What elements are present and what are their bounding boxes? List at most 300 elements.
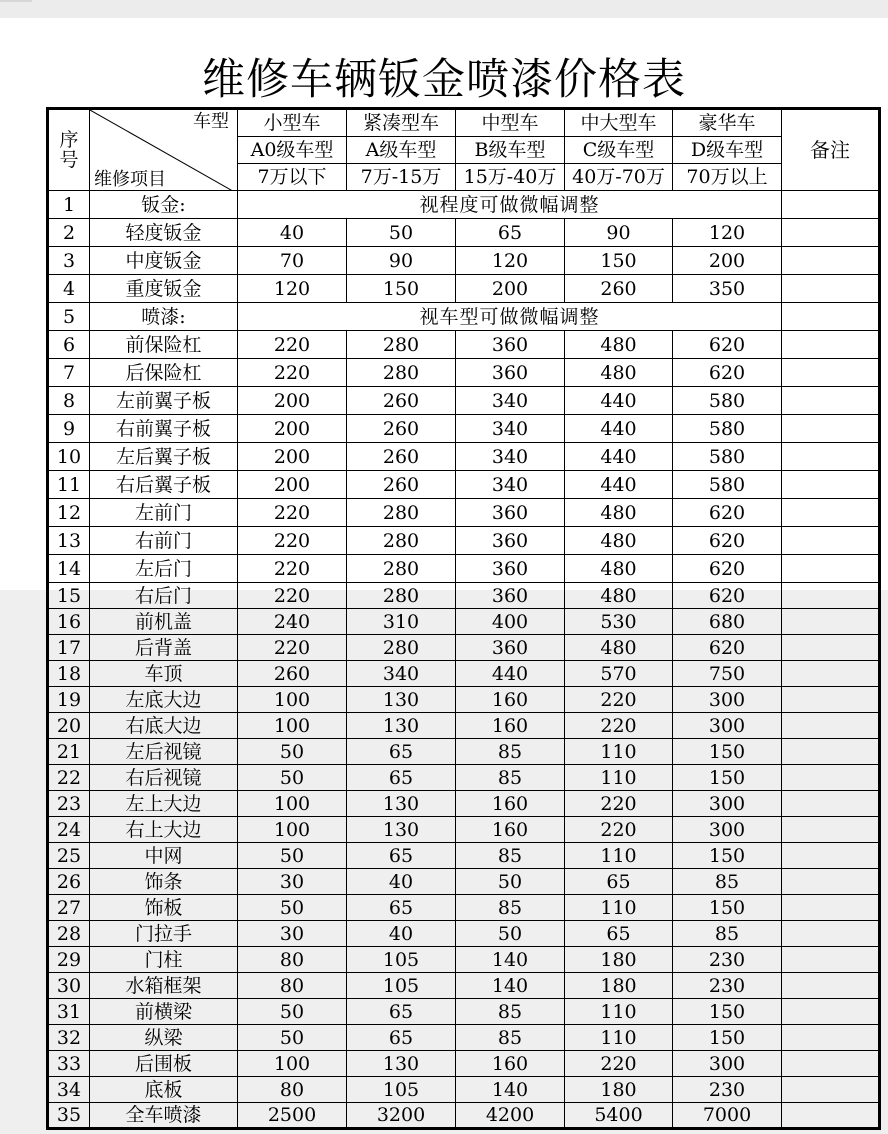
price-cell: 360 <box>456 527 565 555</box>
repair-item: 左前门 <box>90 499 238 527</box>
price-cell: 120 <box>456 247 565 275</box>
price-cell: 480 <box>565 527 673 555</box>
table-row <box>48 359 880 387</box>
price-cell: 160 <box>456 687 565 713</box>
price-cell: 110 <box>565 765 673 791</box>
row-number: 26 <box>48 869 90 895</box>
price-cell: 65 <box>347 843 456 869</box>
price-cell: 200 <box>673 247 782 275</box>
price-cell: 680 <box>673 609 782 635</box>
price-cell: 360 <box>456 555 565 583</box>
price-cell: 65 <box>347 999 456 1025</box>
price-cell: 130 <box>347 713 456 739</box>
row-number: 32 <box>48 1025 90 1051</box>
price-cell: 480 <box>565 331 673 359</box>
row-number: 24 <box>48 817 90 843</box>
table-row <box>48 247 880 275</box>
repair-item: 中度钣金 <box>90 247 238 275</box>
price-cell: 440 <box>456 661 565 687</box>
remark-cell <box>782 921 880 947</box>
price-cell: 300 <box>673 1051 782 1077</box>
table-row <box>48 1025 880 1051</box>
remark-cell <box>782 555 880 583</box>
price-cell: 150 <box>673 765 782 791</box>
row-number: 31 <box>48 999 90 1025</box>
price-cell: 65 <box>565 869 673 895</box>
price-table <box>46 107 881 1130</box>
price-cell: 280 <box>347 635 456 661</box>
col-class-3: C级车型 <box>565 137 673 164</box>
table-row <box>48 331 880 359</box>
col-class-4: D级车型 <box>673 137 782 164</box>
price-cell: 620 <box>673 635 782 661</box>
remark-cell <box>782 387 880 415</box>
price-cell: 100 <box>238 713 347 739</box>
price-cell: 130 <box>347 687 456 713</box>
price-cell: 105 <box>347 1077 456 1103</box>
remark-cell <box>782 843 880 869</box>
table-row <box>48 895 880 921</box>
table-row <box>48 415 880 443</box>
row-number: 15 <box>48 583 90 609</box>
price-cell: 85 <box>456 739 565 765</box>
table-row <box>48 921 880 947</box>
col-class-2: B级车型 <box>456 137 565 164</box>
price-cell: 120 <box>673 219 782 247</box>
repair-item: 右前翼子板 <box>90 415 238 443</box>
price-cell: 580 <box>673 471 782 499</box>
remark-cell <box>782 1051 880 1077</box>
price-cell: 440 <box>565 443 673 471</box>
price-cell: 220 <box>238 331 347 359</box>
price-cell: 65 <box>347 765 456 791</box>
price-cell: 480 <box>565 499 673 527</box>
repair-item: 前机盖 <box>90 609 238 635</box>
price-cell: 280 <box>347 331 456 359</box>
repair-item: 左底大边 <box>90 687 238 713</box>
price-cell: 440 <box>565 471 673 499</box>
price-cell: 110 <box>565 843 673 869</box>
remark-cell <box>782 1077 880 1103</box>
price-cell: 80 <box>238 947 347 973</box>
price-cell: 620 <box>673 499 782 527</box>
remark-cell <box>782 687 880 713</box>
price-cell: 50 <box>238 739 347 765</box>
repair-item: 右后翼子板 <box>90 471 238 499</box>
table-row <box>48 555 880 583</box>
vehicle-type-label: 车型 <box>193 111 229 132</box>
price-cell: 280 <box>347 499 456 527</box>
seq-header-label: 序号 <box>59 129 79 171</box>
price-cell: 150 <box>347 275 456 303</box>
price-cell: 220 <box>238 359 347 387</box>
remark-cell <box>782 635 880 661</box>
table-row <box>48 191 880 219</box>
price-cell: 110 <box>565 739 673 765</box>
price-table-body <box>48 109 880 1129</box>
price-cell: 50 <box>456 869 565 895</box>
remark-cell <box>782 443 880 471</box>
col-class-0: A0级车型 <box>238 137 347 164</box>
repair-item: 底板 <box>90 1077 238 1103</box>
remark-header: 备注 <box>782 109 880 191</box>
row-number: 19 <box>48 687 90 713</box>
remark-cell <box>782 499 880 527</box>
price-cell: 50 <box>238 843 347 869</box>
price-cell: 110 <box>565 1025 673 1051</box>
price-cell: 65 <box>565 921 673 947</box>
remark-cell <box>782 609 880 635</box>
row-number: 16 <box>48 609 90 635</box>
row-number: 23 <box>48 791 90 817</box>
table-row <box>48 791 880 817</box>
repair-item: 门柱 <box>90 947 238 973</box>
col-name-3: 中大型车 <box>565 109 673 137</box>
price-cell: 200 <box>238 387 347 415</box>
repair-item: 饰板 <box>90 895 238 921</box>
price-cell: 300 <box>673 713 782 739</box>
remark-cell <box>782 765 880 791</box>
price-cell: 65 <box>347 895 456 921</box>
repair-item: 全车喷漆 <box>90 1103 238 1129</box>
repair-item: 右后门 <box>90 583 238 609</box>
repair-item: 门拉手 <box>90 921 238 947</box>
repair-item: 右底大边 <box>90 713 238 739</box>
price-cell: 3200 <box>347 1103 456 1129</box>
repair-item: 左前翼子板 <box>90 387 238 415</box>
remark-cell <box>782 895 880 921</box>
row-number: 27 <box>48 895 90 921</box>
price-cell: 50 <box>238 1025 347 1051</box>
price-cell: 280 <box>347 359 456 387</box>
remark-cell <box>782 661 880 687</box>
price-cell: 260 <box>347 387 456 415</box>
price-cell: 65 <box>347 739 456 765</box>
repair-item: 车顶 <box>90 661 238 687</box>
price-cell: 130 <box>347 1051 456 1077</box>
remark-cell <box>782 303 880 331</box>
price-cell: 220 <box>565 713 673 739</box>
table-row <box>48 817 880 843</box>
row-number: 29 <box>48 947 90 973</box>
remark-cell <box>782 869 880 895</box>
remark-cell <box>782 219 880 247</box>
price-cell: 260 <box>347 471 456 499</box>
repair-item-label: 维修项目 <box>94 169 166 190</box>
repair-item: 纵梁 <box>90 1025 238 1051</box>
col-range-1: 7万-15万 <box>347 164 456 191</box>
price-cell: 360 <box>456 499 565 527</box>
repair-item: 钣金: <box>90 191 238 219</box>
repair-item: 左上大边 <box>90 791 238 817</box>
price-cell: 150 <box>673 895 782 921</box>
price-cell: 340 <box>456 471 565 499</box>
remark-cell <box>782 359 880 387</box>
price-cell: 260 <box>238 661 347 687</box>
price-cell: 360 <box>456 583 565 609</box>
price-cell: 360 <box>456 635 565 661</box>
row-number: 8 <box>48 387 90 415</box>
row-number: 13 <box>48 527 90 555</box>
price-cell: 180 <box>565 947 673 973</box>
price-cell: 350 <box>673 275 782 303</box>
price-cell: 105 <box>347 947 456 973</box>
row-number: 28 <box>48 921 90 947</box>
price-cell: 105 <box>347 973 456 999</box>
price-cell: 340 <box>347 661 456 687</box>
price-cell: 260 <box>347 443 456 471</box>
remark-cell <box>782 791 880 817</box>
price-cell: 340 <box>456 387 565 415</box>
repair-item: 后保险杠 <box>90 359 238 387</box>
price-cell: 180 <box>565 1077 673 1103</box>
table-row <box>48 843 880 869</box>
remark-cell <box>782 191 880 219</box>
price-cell: 570 <box>565 661 673 687</box>
price-cell: 220 <box>565 1051 673 1077</box>
price-cell: 480 <box>565 635 673 661</box>
price-cell: 620 <box>673 583 782 609</box>
price-cell: 360 <box>456 359 565 387</box>
repair-item: 右前门 <box>90 527 238 555</box>
table-row <box>48 661 880 687</box>
repair-item: 左后视镜 <box>90 739 238 765</box>
price-cell: 50 <box>347 219 456 247</box>
table-row <box>48 1103 880 1129</box>
table-row <box>48 635 880 661</box>
repair-item: 中网 <box>90 843 238 869</box>
table-row <box>48 765 880 791</box>
price-cell: 90 <box>565 219 673 247</box>
price-cell: 580 <box>673 387 782 415</box>
price-cell: 30 <box>238 869 347 895</box>
price-cell: 160 <box>456 817 565 843</box>
col-range-4: 70万以上 <box>673 164 782 191</box>
remark-cell <box>782 947 880 973</box>
repair-item: 后围板 <box>90 1051 238 1077</box>
price-cell: 200 <box>238 443 347 471</box>
price-cell: 200 <box>238 415 347 443</box>
repair-item: 右上大边 <box>90 817 238 843</box>
header-row-vehicle-type <box>48 109 880 137</box>
table-row <box>48 869 880 895</box>
row-number: 20 <box>48 713 90 739</box>
price-cell: 140 <box>456 947 565 973</box>
remark-cell <box>782 999 880 1025</box>
table-row <box>48 973 880 999</box>
price-cell: 40 <box>347 869 456 895</box>
col-name-2: 中型车 <box>456 109 565 137</box>
price-cell: 65 <box>456 219 565 247</box>
table-row <box>48 219 880 247</box>
col-range-3: 40万-70万 <box>565 164 673 191</box>
price-cell: 85 <box>456 895 565 921</box>
adjustment-note: 视车型可做微幅调整 <box>238 303 782 331</box>
table-row <box>48 1051 880 1077</box>
price-cell: 2500 <box>238 1103 347 1129</box>
price-cell: 230 <box>673 973 782 999</box>
price-cell: 220 <box>565 687 673 713</box>
price-cell: 160 <box>456 791 565 817</box>
price-cell: 65 <box>347 1025 456 1051</box>
price-cell: 130 <box>347 791 456 817</box>
price-cell: 200 <box>456 275 565 303</box>
price-cell: 480 <box>565 359 673 387</box>
price-cell: 220 <box>565 791 673 817</box>
row-number: 9 <box>48 415 90 443</box>
price-cell: 260 <box>347 415 456 443</box>
col-name-1: 紧凑型车 <box>347 109 456 137</box>
table-row <box>48 303 880 331</box>
price-cell: 110 <box>565 999 673 1025</box>
price-cell: 220 <box>238 499 347 527</box>
col-class-1: A级车型 <box>347 137 456 164</box>
price-cell: 200 <box>238 471 347 499</box>
remark-cell <box>782 583 880 609</box>
price-cell: 300 <box>673 791 782 817</box>
row-number: 4 <box>48 275 90 303</box>
price-cell: 40 <box>238 219 347 247</box>
price-cell: 120 <box>238 275 347 303</box>
row-number: 33 <box>48 1051 90 1077</box>
price-cell: 7000 <box>673 1103 782 1129</box>
price-cell: 85 <box>456 1025 565 1051</box>
remark-cell <box>782 331 880 359</box>
table-row <box>48 687 880 713</box>
price-cell: 100 <box>238 1051 347 1077</box>
price-cell: 230 <box>673 1077 782 1103</box>
price-cell: 220 <box>238 527 347 555</box>
price-cell: 180 <box>565 973 673 999</box>
price-cell: 530 <box>565 609 673 635</box>
price-cell: 50 <box>238 765 347 791</box>
repair-item: 轻度钣金 <box>90 219 238 247</box>
price-cell: 230 <box>673 947 782 973</box>
repair-item: 前横梁 <box>90 999 238 1025</box>
price-cell: 150 <box>673 999 782 1025</box>
price-cell: 50 <box>238 895 347 921</box>
adjustment-note: 视程度可做微幅调整 <box>238 191 782 219</box>
remark-cell <box>782 415 880 443</box>
price-cell: 220 <box>238 583 347 609</box>
table-row <box>48 739 880 765</box>
price-cell: 100 <box>238 791 347 817</box>
price-cell: 50 <box>238 999 347 1025</box>
row-number: 18 <box>48 661 90 687</box>
table-row <box>48 527 880 555</box>
price-cell: 85 <box>673 869 782 895</box>
price-cell: 340 <box>456 415 565 443</box>
table-row <box>48 583 880 609</box>
remark-cell <box>782 275 880 303</box>
table-row <box>48 275 880 303</box>
price-cell: 240 <box>238 609 347 635</box>
price-cell: 150 <box>673 843 782 869</box>
price-cell: 310 <box>347 609 456 635</box>
repair-item: 左后翼子板 <box>90 443 238 471</box>
price-cell: 580 <box>673 415 782 443</box>
price-cell: 220 <box>565 817 673 843</box>
top-toolbar-strip <box>0 0 888 19</box>
price-cell: 40 <box>347 921 456 947</box>
price-cell: 140 <box>456 1077 565 1103</box>
table-row <box>48 387 880 415</box>
price-cell: 220 <box>238 555 347 583</box>
row-number: 6 <box>48 331 90 359</box>
table-row <box>48 499 880 527</box>
price-cell: 130 <box>347 817 456 843</box>
price-cell: 360 <box>456 331 565 359</box>
row-number: 30 <box>48 973 90 999</box>
row-number: 12 <box>48 499 90 527</box>
price-cell: 480 <box>565 583 673 609</box>
col-name-0: 小型车 <box>238 109 347 137</box>
price-cell: 280 <box>347 555 456 583</box>
price-cell: 620 <box>673 359 782 387</box>
price-cell: 90 <box>347 247 456 275</box>
repair-item: 后背盖 <box>90 635 238 661</box>
price-cell: 85 <box>456 999 565 1025</box>
price-cell: 70 <box>238 247 347 275</box>
price-cell: 620 <box>673 331 782 359</box>
sheet-tab-indicator[interactable] <box>0 0 32 2</box>
price-cell: 85 <box>456 765 565 791</box>
table-row <box>48 443 880 471</box>
price-cell: 140 <box>456 973 565 999</box>
price-cell: 50 <box>456 921 565 947</box>
price-cell: 220 <box>238 635 347 661</box>
price-cell: 480 <box>565 555 673 583</box>
repair-item: 水箱框架 <box>90 973 238 999</box>
remark-cell <box>782 817 880 843</box>
price-cell: 260 <box>565 275 673 303</box>
row-number: 25 <box>48 843 90 869</box>
row-number: 1 <box>48 191 90 219</box>
row-number: 35 <box>48 1103 90 1129</box>
table-row <box>48 471 880 499</box>
price-cell: 100 <box>238 687 347 713</box>
repair-item: 喷漆: <box>90 303 238 331</box>
price-cell: 400 <box>456 609 565 635</box>
table-row <box>48 947 880 973</box>
price-cell: 620 <box>673 555 782 583</box>
col-name-4: 豪华车 <box>673 109 782 137</box>
price-cell: 280 <box>347 527 456 555</box>
row-number: 34 <box>48 1077 90 1103</box>
col-range-2: 15万-40万 <box>456 164 565 191</box>
price-cell: 100 <box>238 817 347 843</box>
row-number: 21 <box>48 739 90 765</box>
remark-cell <box>782 1025 880 1051</box>
row-number: 5 <box>48 303 90 331</box>
price-cell: 160 <box>456 1051 565 1077</box>
price-cell: 5400 <box>565 1103 673 1129</box>
price-cell: 150 <box>673 739 782 765</box>
price-cell: 280 <box>347 583 456 609</box>
row-number: 14 <box>48 555 90 583</box>
row-number: 7 <box>48 359 90 387</box>
price-cell: 80 <box>238 1077 347 1103</box>
row-number: 10 <box>48 443 90 471</box>
col-range-0: 7万以下 <box>238 164 347 191</box>
repair-item: 饰条 <box>90 869 238 895</box>
price-cell: 440 <box>565 415 673 443</box>
price-cell: 160 <box>456 713 565 739</box>
table-row <box>48 609 880 635</box>
page-title: 维修车辆钣金喷漆价格表 <box>202 55 686 105</box>
price-cell: 340 <box>456 443 565 471</box>
seq-header-cell <box>48 109 90 191</box>
